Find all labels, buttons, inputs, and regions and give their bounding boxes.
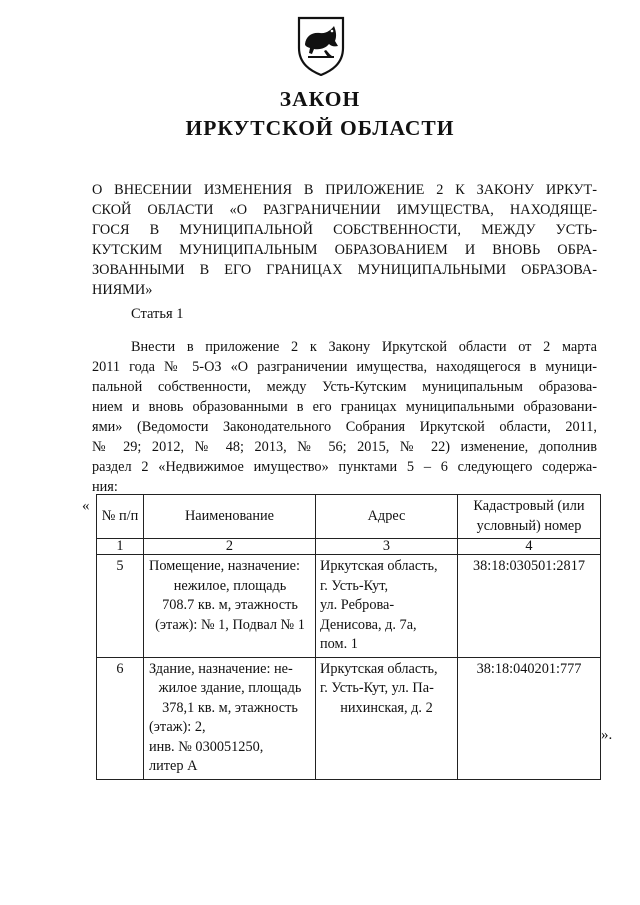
address-line: г. Усть-Кут, ул. Па- [320, 680, 434, 696]
header-num-line2: п/п [118, 507, 139, 524]
name-line: инв. № 030051250, [149, 738, 264, 755]
heading-line: ЗОВАННЫМИ В ЕГО ГРАНИЦАХ МУНИЦИПАЛЬНЫМИ ОБРАЗОВА- [92, 262, 597, 278]
column-number: 1 [97, 539, 144, 555]
column-number: 3 [316, 539, 458, 555]
name-line: жилое здание, площадь [158, 680, 302, 696]
column-number: 2 [144, 539, 316, 555]
row-cadastral-number: 38:18:030501:2817 [458, 555, 601, 658]
name-line: Помещение, назначение: [149, 558, 300, 574]
property-table [96, 494, 601, 780]
header-cadastral-line2: условный) номер [476, 517, 582, 534]
address-line: Иркутская область, [320, 558, 438, 574]
body-line: Внести в приложение 2 к Закону Иркутской области от 2 марта [131, 339, 597, 355]
opening-quote-mark: « [82, 498, 90, 514]
heading-line: О ВНЕСЕНИИ ИЗМЕНЕНИЯ В ПРИЛОЖЕНИЕ 2 К ЗАКОНУ ИРКУТ- [92, 182, 597, 198]
row-number: 6 [97, 657, 144, 779]
heading-line: НИЯМИ» [92, 282, 153, 298]
table-row [97, 555, 601, 658]
name-line: (этаж): 2, [149, 719, 206, 735]
address-line: ул. Реброва- [320, 597, 395, 613]
table-row [97, 657, 601, 779]
address-line: Иркутская область, [320, 660, 438, 677]
name-line: Здание, назначение: не- [149, 660, 293, 677]
heading-line: СКОЙ ОБЛАСТИ «О РАЗГРАНИЧЕНИИ ИМУЩЕСТВА, НАХОДЯЩЕ- [92, 202, 597, 218]
name-line: 708.7 кв. м, этажность [162, 597, 298, 613]
law-title-line2: ИРКУТСКОЙ ОБЛАСТИ [185, 116, 455, 140]
row-address [316, 657, 458, 779]
address-line: г. Усть-Кут, [320, 577, 389, 594]
address-line: нихинская, д. 2 [340, 699, 433, 716]
row-number: 5 [97, 555, 144, 658]
row-name [144, 657, 316, 779]
header-cadastral-line1: Кадастровый (или [473, 498, 585, 514]
body-line: ями» (Ведомости Законодательного Собрания Иркутской области, 2011, [92, 419, 597, 435]
header-cadastral [458, 495, 601, 539]
coat-of-arms-icon [296, 14, 346, 76]
header-name: Наименование [144, 495, 316, 539]
body-line: пальной собственности, между Усть-Кутским муниципальным образова- [92, 379, 597, 395]
name-line: нежилое, площадь [173, 577, 287, 594]
body-line: нием и вновь образованными в его границах муниципальными образовани- [92, 399, 597, 415]
article-label: Статья 1 [131, 306, 184, 322]
body-line: ния: [92, 479, 118, 495]
column-number: 4 [458, 539, 601, 555]
body-line: № 29; 2012, № 48; 2013, № 56; 2015, № 22) изменение, дополнив [92, 439, 597, 455]
body-line: раздел 2 «Недвижимое имущество» пунктами 5 – 6 следующего содержа- [92, 459, 597, 475]
header-address: Адрес [316, 495, 458, 539]
row-name [144, 555, 316, 658]
column-number-row [97, 539, 601, 555]
closing-quote-mark: ». [601, 727, 613, 743]
law-heading [92, 180, 597, 300]
row-cadastral-number: 38:18:040201:777 [458, 657, 601, 779]
heading-line: КУТСКИМ МУНИЦИПАЛЬНЫМ ОБРАЗОВАНИЕМ И ВНОВЬ ОБРА- [92, 242, 597, 258]
address-line: пом. 1 [320, 636, 358, 652]
heading-line: ГОСЯ В МУНИЦИПАЛЬНОЙ СОБСТВЕННОСТИ, МЕЖДУ УСТЬ- [92, 222, 597, 238]
body-line: 2011 года № 5-ОЗ «О разграничении имущества, находящегося в муници- [92, 359, 597, 375]
header-num-line1: № [101, 507, 116, 524]
header-num [97, 495, 144, 539]
row-address [316, 555, 458, 658]
name-line: 378,1 кв. м, этажность [162, 699, 298, 716]
name-line: литер А [149, 758, 198, 774]
table-header-row [97, 495, 601, 539]
article-body [92, 337, 597, 497]
name-line: (этаж): № 1, Подвал № 1 [155, 616, 305, 633]
address-line: Денисова, д. 7а, [320, 616, 417, 633]
law-title-line1: ЗАКОН [279, 87, 361, 111]
